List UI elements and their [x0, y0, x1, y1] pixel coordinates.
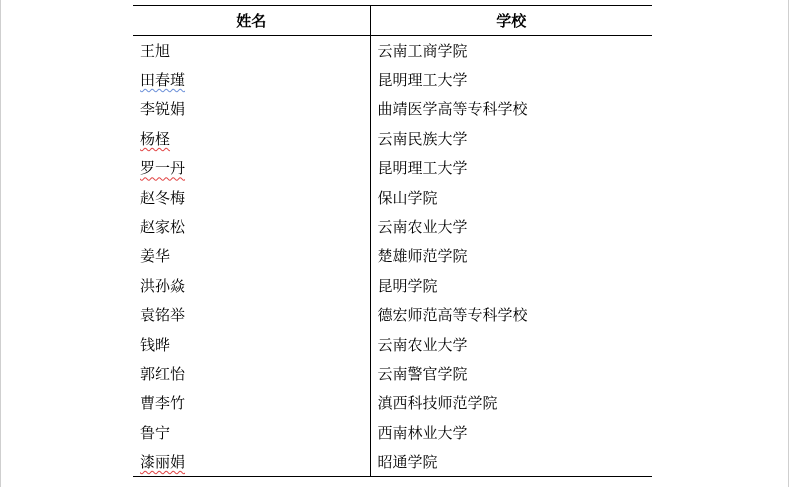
table-row	[133, 271, 652, 300]
person-name: 漆丽娟	[140, 452, 186, 471]
person-name: 杨柽	[140, 129, 171, 148]
cell-name	[133, 212, 370, 241]
person-name: 李锐娟	[140, 100, 186, 119]
cell-school: 昭通学院	[370, 447, 652, 476]
cell-name	[133, 94, 370, 123]
cell-name	[133, 329, 370, 358]
cell-school: 昆明理工大学	[377, 159, 468, 178]
table-row	[133, 65, 652, 94]
table-row	[133, 36, 652, 65]
cell-name	[133, 36, 370, 65]
table-row	[133, 418, 652, 447]
person-name: 鲁宁	[140, 423, 171, 442]
cell-school: 云南民族大学	[377, 129, 468, 148]
table-body	[133, 36, 652, 477]
cell-name	[133, 182, 370, 211]
table-row	[133, 329, 652, 358]
cell-name	[133, 153, 370, 182]
cell-school: 曲靖医学高等专科学校	[377, 100, 528, 119]
table-row	[133, 153, 652, 182]
cell-school: 楚雄师范学院	[377, 247, 468, 266]
table-row	[133, 300, 652, 329]
cell-school: 保山学院	[377, 188, 438, 207]
cell-school: 德宏师范高等专科学校	[377, 306, 528, 325]
cell-school: 滇西科技师范学院	[377, 394, 498, 413]
table-row	[133, 447, 652, 476]
person-name: 赵冬梅	[140, 188, 186, 207]
table-row	[133, 182, 652, 211]
cell-school: 云南工商学院	[377, 41, 468, 60]
person-name: 田春瑾	[140, 71, 186, 90]
table-row	[133, 388, 652, 417]
person-name: 钱晔	[140, 335, 171, 354]
cell-school: 昆明学院	[377, 276, 438, 295]
person-name: 罗一丹	[140, 159, 186, 178]
header-school: 学校	[370, 6, 652, 36]
cell-name	[133, 241, 370, 270]
person-name: 袁铭举	[140, 306, 186, 325]
person-name: 洪孙焱	[140, 276, 186, 295]
cell-name	[133, 271, 370, 300]
cell-school: 云南农业大学	[377, 218, 468, 237]
person-name: 赵家松	[140, 218, 186, 237]
table-row	[133, 94, 652, 123]
table-row	[133, 212, 652, 241]
cell-name	[133, 300, 370, 329]
person-name: 曹李竹	[140, 394, 186, 413]
cell-school: 西南林业大学	[377, 423, 468, 442]
cell-school: 昆明理工大学	[377, 71, 468, 90]
person-name: 姜华	[140, 247, 171, 266]
page-edge-left	[0, 0, 1, 487]
name-school-table	[133, 5, 652, 477]
table-header-row	[133, 6, 652, 36]
table-row	[133, 124, 652, 153]
cell-name	[133, 447, 370, 476]
cell-name	[133, 359, 370, 388]
person-name: 郭红怡	[140, 364, 186, 383]
cell-school: 云南农业大学	[377, 335, 468, 354]
cell-name	[133, 418, 370, 447]
table-row	[133, 241, 652, 270]
table-row	[133, 359, 652, 388]
cell-name	[133, 65, 370, 94]
person-name: 王旭	[140, 41, 171, 60]
header-name: 姓名	[133, 6, 370, 36]
cell-school: 云南警官学院	[377, 364, 468, 383]
cell-name	[133, 124, 370, 153]
cell-name	[133, 388, 370, 417]
